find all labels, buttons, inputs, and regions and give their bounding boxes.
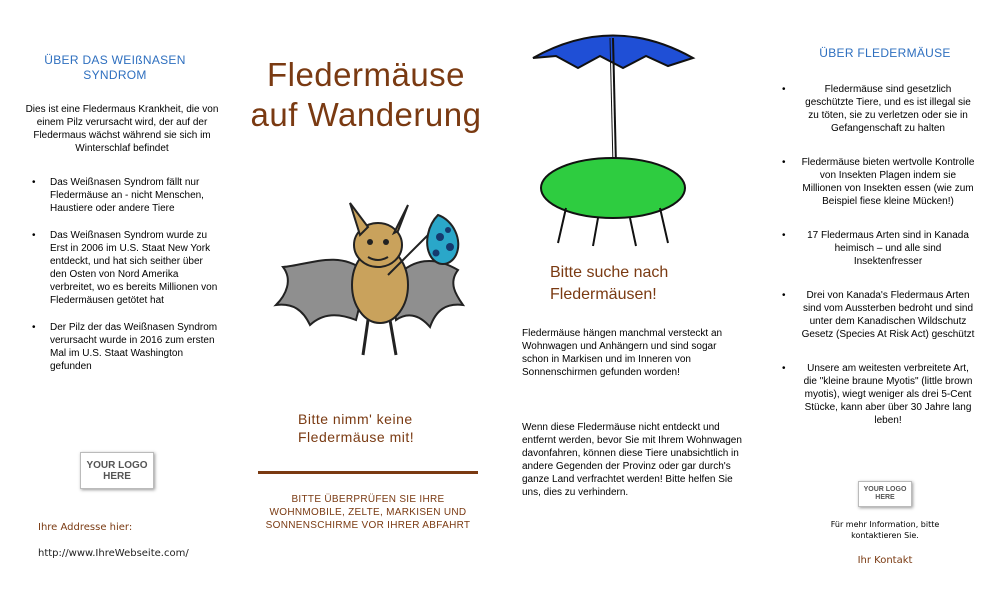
website-link[interactable]: http://www.IhreWebseite.com/ [38, 548, 189, 559]
address-label: Ihre Addresse hier: [38, 522, 133, 533]
panel1-bullet: • Das Weißnasen Syndrom wurde zu Erst in 2006 im U.S. Staat New York entdeckt, und hat sich seither über den Osten von Nord Amerika verbreitet, wo es bereits Millionen von Fledermäusen getötet hat [50, 229, 222, 307]
logo-text: YOUR LOGO HERE [863, 486, 907, 501]
panel3-heading: Bitte suche nach Fledermäusen! [550, 264, 669, 303]
contact-label: Ihr Kontakt [857, 555, 913, 566]
panel4-bullet: • Fledermäuse bieten wertvolle Kontrolle von Insekten Plagen indem sie Millionen von Insekten essen (wie zum Beispiel fiese kleine Mücken!) [800, 156, 976, 208]
panel4-bullet: • Fledermäuse sind gesetzlich geschützte Tiere, und es ist illegal sie zu töten, sie zu verletzen oder sie in Gefangenschaft zu halten [800, 83, 976, 135]
panel1-bullet: • Das Weißnasen Syndrom fällt nur Fledermäuse an - nicht Menschen, Haustiere oder andere Tiere [50, 176, 222, 215]
panel1-bullet: • Der Pilz der das Weißnasen Syndrom verursacht wurde in 2016 zum ersten Mal im U.S. Staat Washington gefunden [50, 321, 222, 373]
panel3-para2: Wenn diese Fledermäuse nicht entdeckt und entfernt werden, bevor Sie mit Ihrem Wohnwagen davonfahren, können diese Tiere unabsichtlich in andere Gegenden der Provinz oder gar durch's ganze Land verfrachtet werden! Bitte helfen Sie uns, dies zu verhindern. [522, 422, 742, 498]
panel1-bullet-list [50, 176, 222, 385]
brochure-title: Fledermäuse auf Wanderung [250, 56, 482, 133]
panel4-heading: ÜBER FLEDERMÄUSE [819, 46, 951, 60]
logo-text: YOUR LOGO HERE [86, 459, 148, 482]
logo-placeholder-right [858, 481, 912, 507]
logo-placeholder-left [80, 452, 154, 489]
panel4-bullet: • 17 Fledermaus Arten sind in Kanada heimisch – und alle sind Insektenfresser [800, 229, 976, 268]
panel1-heading: ÜBER DAS WEIßNASEN SYNDROM [44, 53, 186, 82]
panel4-bullet: • Unsere am weitesten verbreitete Art, die "kleine braune Myotis" (little brown myotis), wiegt weniger als drei 5-Cent Stücke, kann aber über 30 Jahre lang leben! [800, 362, 976, 427]
tagline: Bitte nimm' keine Fledermäuse mit! [298, 411, 415, 445]
panel1-intro: Dies ist eine Fledermaus Krankheit, die von einem Pilz verursacht wird, der auf der Fledermaus wächst während sie sich im Winterschlaf befindet [25, 104, 219, 154]
umbrella-table-illustration [528, 18, 698, 248]
panel3-para1: Fledermäuse hängen manchmal versteckt an Wohnwagen und Anhängern und sind sogar schon in Markisen und im Inneren von Sonnenschirmen gefunden worden! [522, 328, 723, 378]
divider-line [258, 471, 478, 474]
check-notice: BITTE ÜBERPRÜFEN SIE IHRE WOHNMOBILE, ZELTE, MARKISEN UND SONNENSCHIRME VOR IHRER ABFAHRT [265, 494, 471, 531]
panel4-bullet: • Drei von Kanada's Fledermaus Arten sind vom Aussterben bedroht und sind unter dem Kanadischen Wildschutz Gesetz (Species At Risk Act) geschützt [800, 289, 976, 341]
bat-with-bundle-illustration [268, 195, 478, 365]
panel4-bullet-list [800, 83, 976, 439]
contact-info-text: Für mehr Information, bitte kontaktieren Sie. [830, 520, 940, 540]
